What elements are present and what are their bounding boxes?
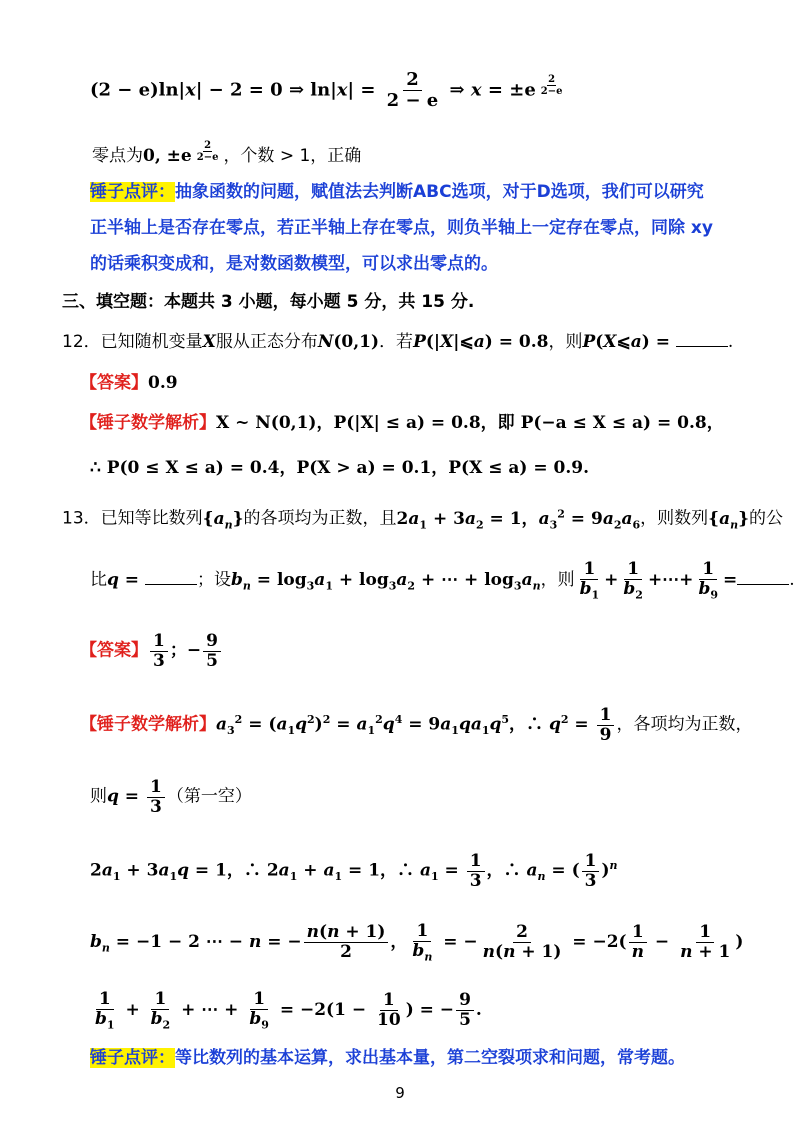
q12-analysis-1-text: X ~ N(0,1)，P(|X| ≤ a) = 0.8，即 P(−a ≤ X ≤ a) = 0.8， — [216, 413, 724, 433]
comment-2-text: 等比数列的基本运算，求出基本量，第二空裂项求和问题，常考题。 — [175, 1048, 685, 1068]
comment-label-2: 锤子点评： — [90, 1048, 175, 1068]
comment-1-line-3: 的话乘积变成和，是对数函数模型，可以求出零点的。 — [90, 254, 498, 274]
q13-line2-a: 比 — [90, 570, 107, 591]
comment-1-line-1 — [90, 182, 704, 202]
page-number: 9 — [395, 1084, 405, 1102]
question-12: 12．已知随机变量X服从正态分布N(0,1)．若P(|X|⩽a) = 0.8，则P(X⩽a) = . — [62, 332, 734, 352]
q13-derivation-2: $b_n = -1 - 2$ ⋯ − n = − $\frac{n(n + 1)}{2}$ ， $\frac{1}{b_n}$ = − $\frac{2}{n(n + 1)}$ = −2( $\frac{1}{n}$ − $\frac{1}{n + 1}$ ) — [90, 921, 744, 964]
q12-text-c: ．若 — [379, 332, 414, 352]
q12-text-b: 服从正态分布 — [215, 332, 318, 352]
analysis-label-2: 【锤子数学解析】 — [80, 714, 216, 735]
q13-derivation-1: $2a_1 + 3a_1q = 1$，∴ $2a_1 + a_1 = 1$，∴ $a_1$ = $\frac{1}{3}$ ，∴ $a_n$ = ( $\frac{1}{3}$ )$^n$ — [90, 851, 618, 891]
q13-text-c: ，则数列 — [640, 508, 709, 529]
section-title: 三、填空题：本题共 3 小题，每小题 5 分，共 15 分. — [62, 292, 475, 312]
comment-2-line — [90, 1048, 685, 1068]
q12-answer: 0.9 — [148, 373, 178, 393]
q13-analysis-end: ，各项均为正数， — [616, 714, 753, 735]
q13-analysis-1: 【锤子数学解析】$a_3^2 = (a_1q^2)^2 = a_1^2q^4 = 9a_1qa_1q^5$，∴ $q^2$ = $\frac{1}{9}$ ，各项均为正数， — [80, 705, 753, 745]
q13-first-blank-prefix: 则 — [90, 786, 107, 807]
q12-text-a: 已知随机变量 — [100, 332, 203, 352]
q12-analysis-1 — [80, 413, 724, 433]
answer-label: 【答案】 — [80, 373, 148, 393]
q12-text-d: ，则 — [548, 332, 583, 352]
q13-line2-b: ；设 — [196, 570, 231, 591]
comment-1-text-1: 抽象函数的问题，赋值法去判断ABC选项，对于D选项，我们可以研究 — [175, 182, 704, 202]
q13-derivation-3: $\frac{1}{b_1}$ + $\frac{1}{b_2}$ + ⋯ + $\frac{1}{b_9}$ = −2(1 − $\frac{1}{10}$ ) = − $\frac{9}{5}$ . — [95, 989, 482, 1032]
q13-answer-line: 【答案】 $\frac{1}{3}$ ；− $\frac{9}{5}$ — [80, 632, 223, 670]
question-13-line-1: 13．已知等比数列$\{a_n\}$的各项均为正数，且$2a_1 + 3a_2 = 1$，$a_3^2 = 9a_2a_6$，则数列$\{a_n\}$的公 — [62, 507, 784, 532]
q12-number: 12． — [62, 332, 101, 352]
q13-line2-c: ，则 — [540, 570, 575, 591]
q13-blank-1 — [145, 570, 197, 585]
analysis-label: 【锤子数学解析】 — [80, 413, 216, 433]
q12-blank — [676, 332, 728, 347]
q12-analysis-2: ∴ P(0 ≤ X ≤ a) = 0.4，P(X > a) = 0.1，P(X ≤ a) = 0.9. — [90, 458, 590, 478]
q12-answer-line — [80, 373, 178, 393]
q13-answer-sep: ； — [169, 640, 187, 661]
q13-first-blank-line: 则q = $\frac{1}{3}$ （第一空） — [90, 777, 252, 817]
zero-points-line: 零点为0, ±e $^{\frac{2}{2-e}}$ ，个数 > 1，正确 — [92, 140, 362, 167]
zero-prefix: 零点为 — [92, 146, 143, 167]
comment-label: 锤子点评： — [90, 182, 175, 202]
question-13-line-2: 比q = ；设$b_n = \log_3a_1 + \log_3a_2$ + ⋯ + $\log_3a_n$，则 $\frac{1}{b_1}$ + $\frac{1}{b_2}$ +⋯+ $\frac{1}{b_9}$ = . — [90, 559, 795, 602]
zero-suffix: ，个数 > 1，正确 — [223, 146, 362, 167]
q13-number: 13． — [62, 508, 101, 529]
q13-first-blank-note: （第一空） — [166, 786, 252, 807]
equation-line-1: (2 − e)ln|x| − 2 = 0 ⇒ ln|x| = $\frac{2}{2 - e}$ ⇒ x = ±e $^{\frac{2}{2-e}}$ — [90, 69, 563, 111]
q13-text-a: 已知等比数列 — [100, 508, 203, 529]
q13-text-b: 的各项均为正数，且 — [243, 508, 397, 529]
q13-text-d: 的公 — [749, 508, 784, 529]
comment-1-line-2: 正半轴上是否存在零点，若正半轴上存在零点，则负半轴上一定存在零点，同除 xy — [90, 218, 713, 238]
answer-label-2: 【答案】 — [80, 640, 148, 661]
q13-blank-2 — [737, 570, 789, 585]
